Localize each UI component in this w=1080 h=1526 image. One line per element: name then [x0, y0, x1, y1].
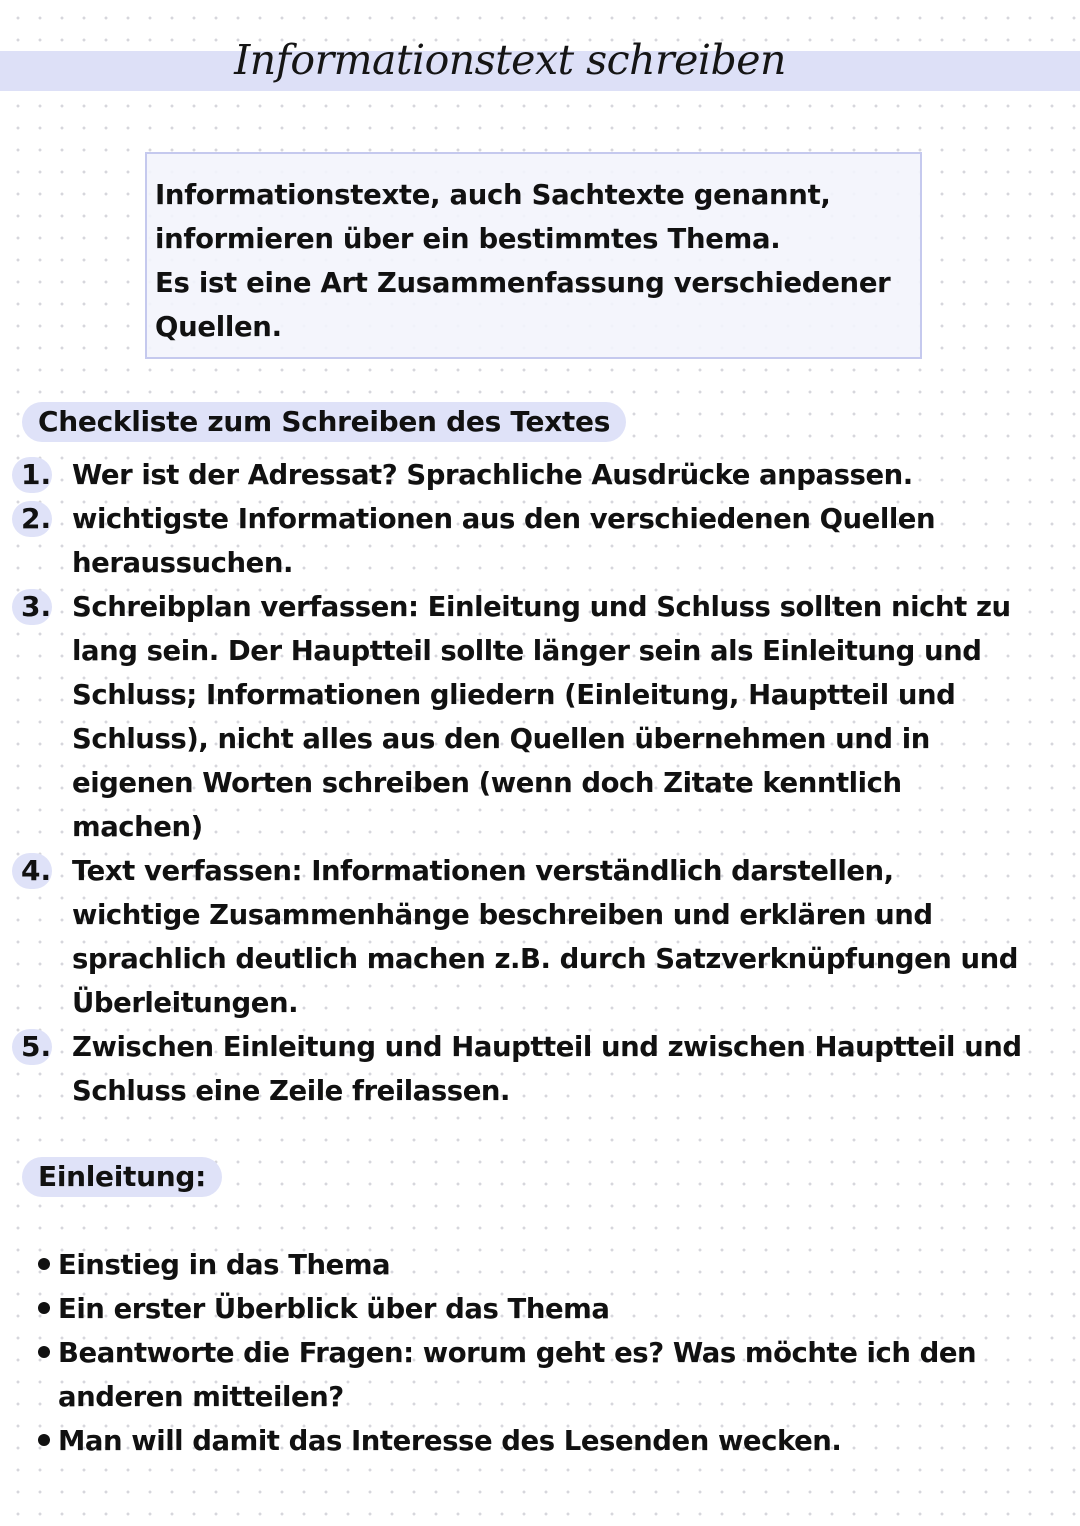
checklist-line: heraussuchen. [72, 547, 293, 579]
bullet-dot-icon [38, 1302, 50, 1314]
bullet-line: anderen mitteilen? [58, 1381, 344, 1413]
checklist-line: Zwischen Einleitung und Hauptteil und zwischen Hauptteil und [72, 1031, 1022, 1063]
bullet-item [36, 1331, 1036, 1419]
page-title: Informationstext schreiben [234, 36, 786, 84]
checklist-line: Schluss eine Zeile freilassen. [72, 1075, 511, 1107]
bullet-line: Ein erster Überblick über das Thema [58, 1293, 610, 1325]
intro-line: Es ist eine Art Zusammenfassung verschiedener [155, 267, 891, 299]
item-number-badge: 5. [12, 1029, 52, 1065]
checklist-line: wichtigste Informationen aus den verschiedenen Quellen [72, 503, 936, 535]
item-number-badge: 4. [12, 853, 52, 889]
bullet-item [36, 1287, 1036, 1331]
einleitung-list [36, 1243, 1036, 1463]
bullet-dot-icon [38, 1258, 50, 1270]
item-number-badge: 2. [12, 501, 52, 537]
checklist-line: Überleitungen. [72, 987, 299, 1019]
bullet-line: Einstieg in das Thema [58, 1249, 391, 1281]
intro-line: Informationstexte, auch Sachtexte genannt, [155, 179, 831, 211]
checklist-line: eigenen Worten schreiben (wenn doch Zitate kenntlich [72, 767, 902, 799]
checklist-item-5 [0, 1025, 1080, 1113]
intro-line: informieren über ein bestimmtes Thema. [155, 223, 781, 255]
item-number-badge: 1. [12, 457, 52, 493]
checklist-line: Text verfassen: Informationen verständlich darstellen, [72, 855, 894, 887]
checklist-item-1 [0, 453, 1080, 497]
checklist-item-2 [0, 497, 1080, 585]
intro-box [145, 152, 922, 359]
bullet-line: Beantworte die Fragen: worum geht es? Was möchte ich den [58, 1337, 977, 1369]
bullet-dot-icon [38, 1346, 50, 1358]
bullet-line: Man will damit das Interesse des Lesenden wecken. [58, 1425, 842, 1457]
bullet-item [36, 1419, 1036, 1463]
checklist-line: Wer ist der Adressat? Sprachliche Ausdrücke anpassen. [72, 459, 913, 491]
intro-line: Quellen. [155, 311, 282, 343]
checklist-line: wichtige Zusammenhänge beschreiben und erklären und [72, 899, 933, 931]
checklist-heading: Checkliste zum Schreiben des Textes [22, 402, 626, 442]
checklist-line: Schluss; Informationen gliedern (Einleitung, Hauptteil und [72, 679, 956, 711]
checklist-line: machen) [72, 811, 203, 843]
checklist-line: Schluss), nicht alles aus den Quellen übernehmen und in [72, 723, 930, 755]
checklist-line: lang sein. Der Hauptteil sollte länger sein als Einleitung und [72, 635, 982, 667]
einleitung-heading: Einleitung: [22, 1157, 222, 1197]
bullet-dot-icon [38, 1434, 50, 1446]
checklist-line: sprachlich deutlich machen z.B. durch Satzverknüpfungen und [72, 943, 1019, 975]
checklist-list [0, 453, 1080, 1113]
bullet-item [36, 1243, 1036, 1287]
item-number-badge: 3. [12, 589, 52, 625]
checklist-item-3 [0, 585, 1080, 849]
checklist-line: Schreibplan verfassen: Einleitung und Schluss sollten nicht zu [72, 591, 1011, 623]
checklist-item-4 [0, 849, 1080, 1025]
